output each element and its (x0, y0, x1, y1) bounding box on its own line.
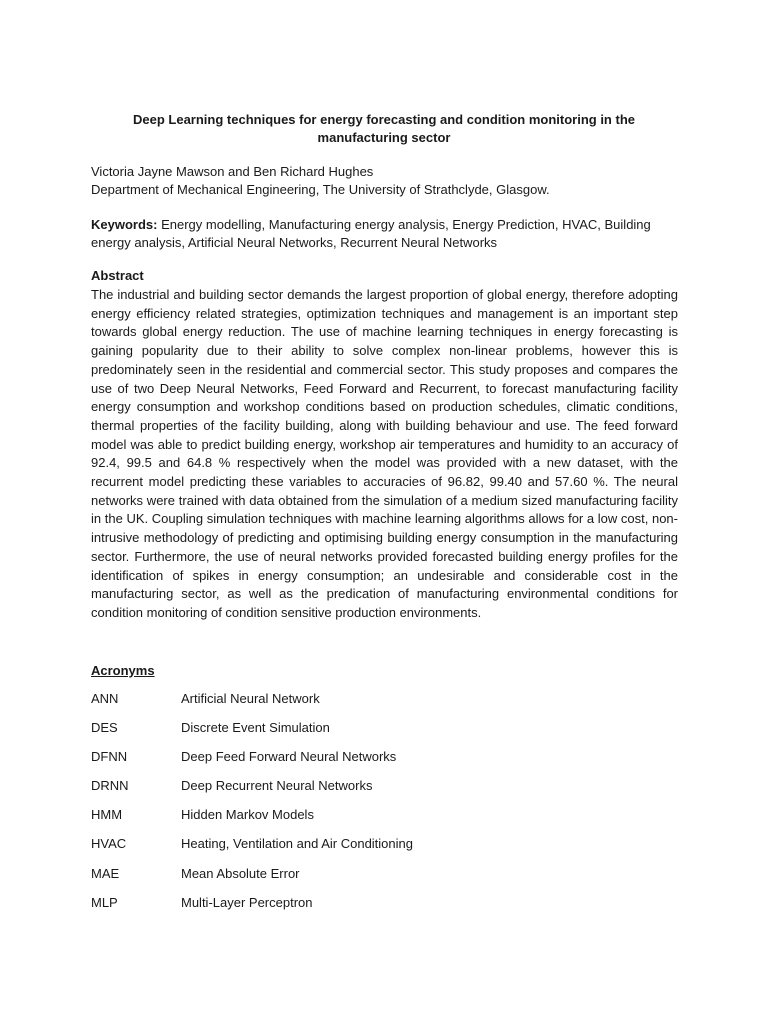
acronym-definition: Deep Recurrent Neural Networks (181, 778, 373, 794)
acronym-abbr: ANN (91, 691, 119, 706)
acronym-abbr: MAE (91, 865, 120, 881)
acronym-list (91, 690, 678, 923)
acronym-definition: Artificial Neural Network (181, 691, 320, 706)
acronym-abbr: DFNN (91, 749, 128, 765)
acronym-abbr: DRNN (91, 778, 129, 794)
acronym-definition: Hidden Markov Models (181, 807, 314, 823)
acronyms-heading: Acronyms (91, 663, 155, 678)
acronym-definition: Multi-Layer Perceptron (181, 894, 313, 910)
acronym-abbr: DES (91, 720, 118, 736)
keywords-text: Energy modelling, Manufacturing energy analysis, Energy Prediction, HVAC, Building energy analysis, Artificial Neural Networks, Recurrent Neural Networks (91, 217, 651, 250)
author-names: Victoria Jayne Mawson and Ben Richard Hughes (91, 164, 374, 179)
acronym-definition: Deep Feed Forward Neural Networks (181, 749, 397, 765)
acronym-abbr: HMM (91, 807, 123, 823)
acronym-row (91, 690, 678, 719)
acronym-row (91, 865, 678, 894)
acronym-row (91, 894, 678, 923)
acronym-row (91, 719, 678, 748)
acronym-row (91, 748, 678, 777)
abstract-heading: Abstract (91, 268, 144, 283)
acronym-definition: Mean Absolute Error (181, 865, 300, 881)
author-affiliation: Department of Mechanical Engineering, The University of Strathclyde, Glasgow. (91, 182, 550, 197)
keywords-label: Keywords: (91, 217, 158, 232)
acronym-abbr: MLP (91, 894, 118, 910)
paper-title: Deep Learning techniques for energy forecasting and condition monitoring in the manufacturing sector (133, 112, 635, 145)
acronym-row (91, 835, 678, 864)
abstract-body: The industrial and building sector demands the largest proportion of global energy, therefore adopting energy efficiency related strategies, optimization techniques and management is an important step towards global energy reduction. The use of machine learning techniques in energy forecasting is gaining popularity due to their ability to solve complex non-linear problems, however this is predominately seen in the residential and commercial sector. This study proposes and compares the use of two Deep Neural Networks, Feed Forward and Recurrent, to forecast manufacturing facility energy consumption and workshop conditions based on production schedules, climatic conditions, thermal properties of the facility building, along with building behaviour and use. The feed forward model was able to predict building energy, workshop air temperatures and humidity to an accuracy of 92.4, 99.5 and 64.8 % respectively when the model was provided with a new dataset, with the recurrent model predicting these variables to accuracies of 96.82, 99.40 and 57.60 %. The neural networks were trained with data obtained from the simulation of a medium sized manufacturing facility in the UK. Coupling simulation techniques with machine learning algorithms allows for a low cost, non-intrusive methodology of predicting and optimising building energy consumption in the manufacturing sector. Furthermore, the use of neural networks provided forecasted building energy profiles for the identification of spikes in energy consumption; an undesirable and considerable cost in the manufacturing sector, as well as the predication of manufacturing environmental conditions for condition monitoring of condition sensitive production environments. (91, 287, 678, 620)
author-block (91, 163, 691, 199)
acronym-row (91, 806, 678, 835)
acronym-definition: Heating, Ventilation and Air Conditioning (181, 836, 413, 852)
acronym-abbr: HVAC (91, 836, 127, 852)
acronym-row (91, 777, 678, 806)
keywords-paragraph (91, 216, 678, 252)
acronym-definition: Discrete Event Simulation (181, 720, 330, 736)
